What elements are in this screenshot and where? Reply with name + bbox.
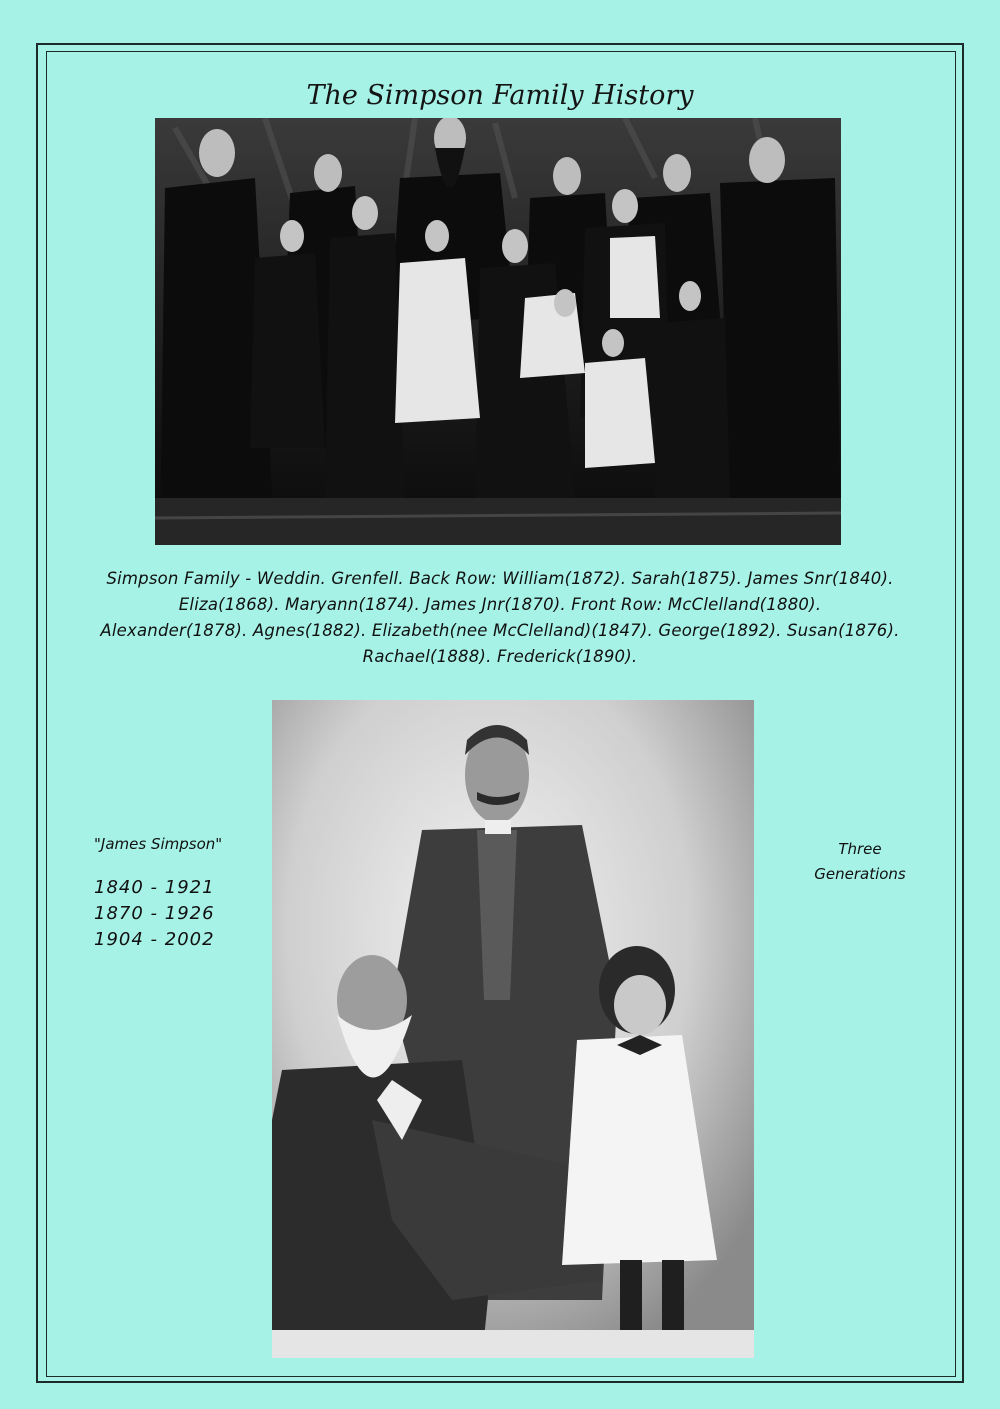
lifespan-item: 1840 - 1921 <box>94 877 215 898</box>
james-simpson-label: "James Simpson" <box>94 835 223 853</box>
lifespan-list <box>94 875 264 953</box>
page-title: The Simpson Family History <box>306 80 694 111</box>
family-group-photo <box>155 118 841 545</box>
three-generations-line: Generations <box>814 865 906 883</box>
lifespan-item: 1904 - 2002 <box>94 929 215 950</box>
three-generations-line: Three <box>838 840 882 858</box>
three-generations-photo <box>272 700 754 1358</box>
caption-line: Eliza(1868). Maryann(1874). James Jnr(1870). Front Row: McClelland(1880). <box>178 595 822 614</box>
lifespan-item: 1870 - 1926 <box>94 903 215 924</box>
family-photo-caption <box>88 566 912 670</box>
james-simpson-label-block <box>94 835 264 953</box>
caption-line: Alexander(1878). Agnes(1882). Elizabeth(nee McClelland)(1847). George(1892). Susan(1876). <box>100 621 900 640</box>
three-generations-label <box>800 837 920 887</box>
caption-line: Rachael(1888). Frederick(1890). <box>362 647 638 666</box>
caption-line: Simpson Family - Weddin. Grenfell. Back Row: William(1872). Sarah(1875). James Snr(1840). <box>106 569 894 588</box>
